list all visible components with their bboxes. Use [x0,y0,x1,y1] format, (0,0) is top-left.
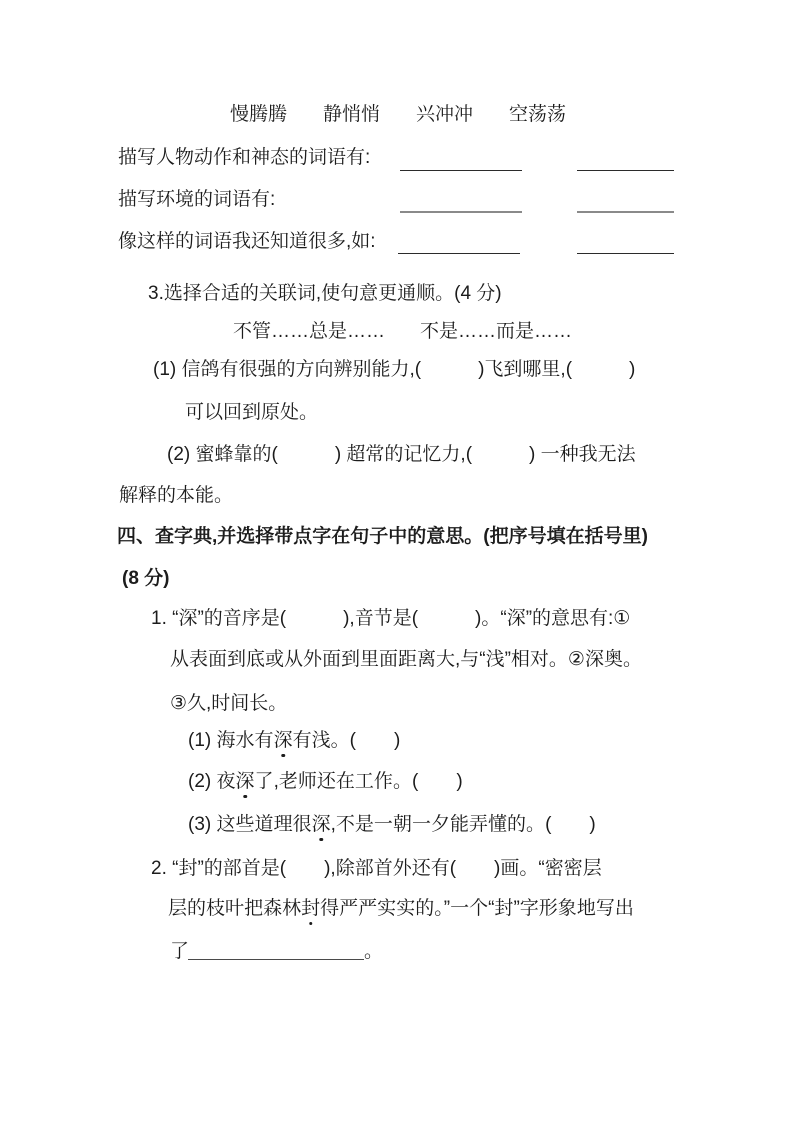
q1-sub-1: (1) 海水有深有浅。( ) [188,730,401,751]
answer-blank [577,211,674,213]
prompt-more-words: 像这样的词语我还知道很多,如: [118,231,376,252]
prompt-environment-words: 描写环境的词语有: [118,189,276,210]
q2-cont: 层的枝叶把森林封得严严实实的。”一个“封”字形象地写出 [168,898,634,919]
section4-points: (8 分) [122,568,170,589]
answer-blank [398,253,520,254]
emphasized-char: 封 [301,898,321,919]
answer-blank [400,170,522,171]
emphasized-char: 深 [235,771,255,792]
q1-meaning-3: ③久,时间长。 [170,693,288,714]
q2-period: 。 [364,941,384,962]
q2-fill-prefix: 了 [170,941,190,962]
q3-item-1-cont: 可以回到原处。 [185,402,319,423]
q3-option-pair-1: 不管……总是…… [233,321,386,342]
q1-sub-2: (2) 夜深了,老师还在工作。( ) [188,771,463,792]
q2-stem: 2. “封”的部首是( ),除部首外还有( )画。“密密层 [151,858,602,879]
q3-item-1: (1) 信鸽有很强的方向辨别能力,( )飞到哪里,( ) [153,359,636,380]
q1-stem: 1. “深”的音序是( ),音节是( )。“深”的意思有:① [151,608,631,629]
word-bank [230,103,566,126]
emphasized-char: 深 [273,730,293,751]
section4-heading: 四、查字典,并选择带点字在句子中的意思。(把序号填在括号里) [117,526,648,547]
emphasized-char: 深 [311,814,331,835]
q1-sub-3: (3) 这些道理很深,不是一朝一夕能弄懂的。( ) [188,814,596,835]
answer-blank [577,170,674,171]
word-bank-item: 兴冲冲 [416,104,474,125]
word-bank-item: 静悄悄 [323,104,381,125]
prompt-action-words: 描写人物动作和神态的词语有: [118,147,371,168]
word-bank-item: 空荡荡 [509,104,567,125]
q3-instruction: 3.选择合适的关联词,使句意更通顺。(4 分) [148,283,502,304]
answer-blank [188,959,364,960]
q3-item-2: (2) 蜜蜂靠的( ) 超常的记忆力,( ) 一种我无法 [167,444,636,465]
answer-blank [400,211,522,213]
answer-blank [577,253,674,254]
q3-option-pair-2: 不是……而是…… [420,321,573,342]
q1-meaning-cont: 从表面到底或从外面到里面距离大,与“浅”相对。②深奥。 [170,649,642,670]
q3-item-2-cont: 解释的本能。 [119,485,234,506]
word-bank-item: 慢腾腾 [230,104,288,125]
